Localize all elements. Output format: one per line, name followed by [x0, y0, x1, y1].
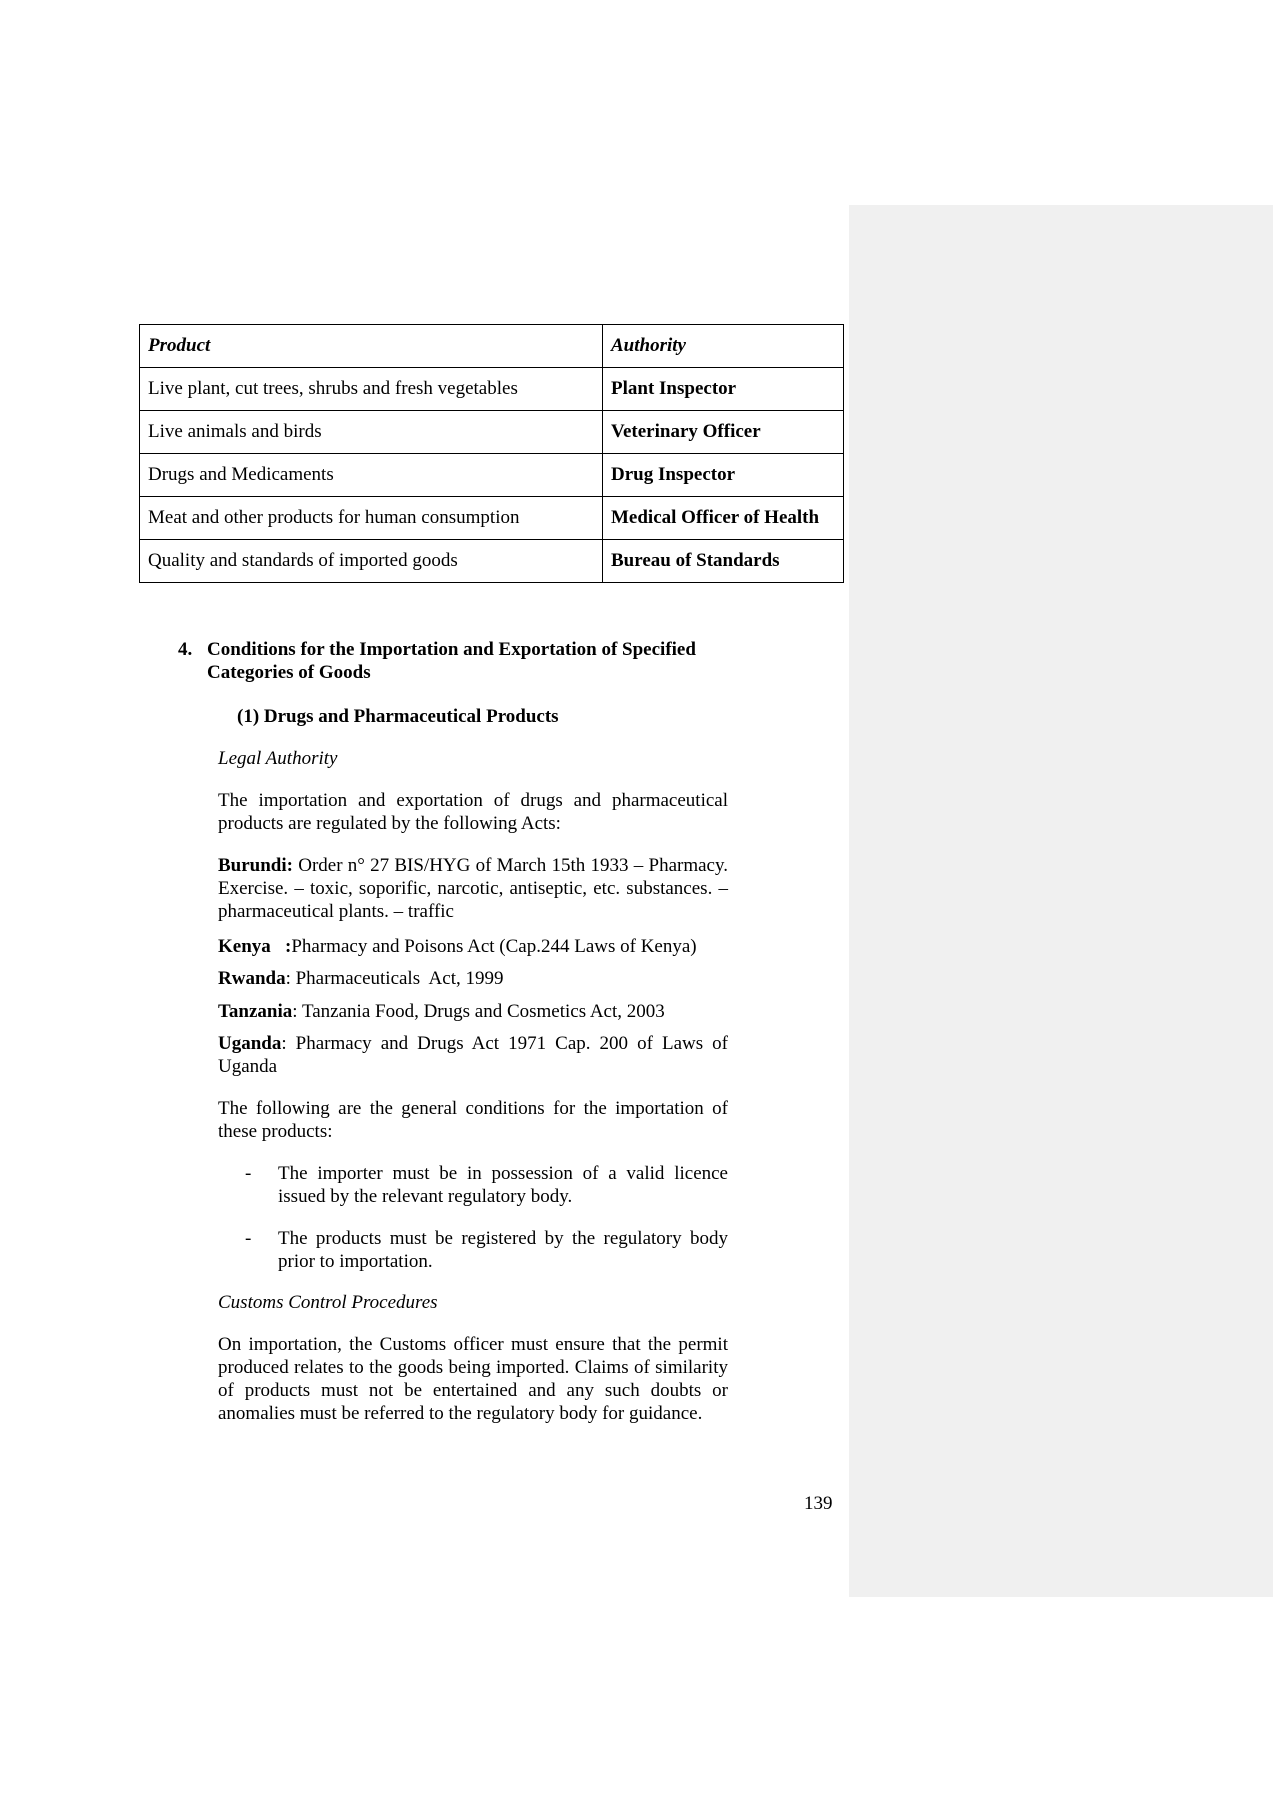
table-row	[140, 454, 844, 497]
legal-authority-heading: Legal Authority	[218, 748, 338, 769]
authority-cell: Veterinary Officer	[603, 411, 844, 454]
bullet-dash: -	[245, 1163, 252, 1184]
table-row	[140, 497, 844, 540]
header-product: Product	[140, 325, 603, 368]
section-number: 4.	[178, 639, 193, 660]
authority-cell: Medical Officer of Health	[603, 497, 844, 540]
country-label: Uganda	[218, 1033, 282, 1054]
intro-paragraph: The importation and exportation of drugs and pharmaceutical products are regulated by the following Acts:	[218, 790, 728, 834]
condition-text: The importer must be in possession of a valid licence issued by the relevant regulatory body.	[278, 1163, 728, 1207]
authority-cell: Plant Inspector	[603, 368, 844, 411]
act-text: Order n° 27 BIS/HYG of March 15th 1933 – Pharmacy. Exercise. – toxic, soporific, narcotic, antiseptic, etc. substances. – pharmaceutical plants. – traffic	[218, 855, 728, 922]
authority-cell: Bureau of Standards	[603, 540, 844, 583]
act-text: : Pharmaceuticals Act, 1999	[285, 968, 504, 989]
country-label: Tanzania	[218, 1001, 293, 1022]
product-cell: Meat and other products for human consumption	[140, 497, 603, 540]
act-text: : Tanzania Food, Drugs and Cosmetics Act, 2003	[292, 1001, 665, 1022]
customs-paragraph: On importation, the Customs officer must ensure that the permit produced relates to the goods being imported. Claims of similarity of products must not be entertained and any such doubts or anomalies must be referred to the regulatory body for guidance.	[218, 1334, 728, 1424]
product-cell: Live animals and birds	[140, 411, 603, 454]
customs-heading: Customs Control Procedures	[218, 1292, 438, 1313]
authority-cell: Drug Inspector	[603, 454, 844, 497]
act-kenya	[218, 935, 728, 958]
section-heading	[178, 638, 728, 684]
header-authority: Authority	[603, 325, 844, 368]
product-cell: Drugs and Medicaments	[140, 454, 603, 497]
act-text: : Pharmacy and Drugs Act 1971 Cap. 200 of Laws of Uganda	[218, 1033, 728, 1077]
table-row	[140, 540, 844, 583]
list-item	[245, 1162, 728, 1208]
act-tanzania	[218, 1000, 728, 1023]
act-rwanda	[218, 967, 728, 990]
country-label: Kenya :	[218, 936, 292, 957]
table-row	[140, 411, 844, 454]
product-cell: Live plant, cut trees, shrubs and fresh vegetables	[140, 368, 603, 411]
product-cell: Quality and standards of imported goods	[140, 540, 603, 583]
act-uganda	[218, 1032, 728, 1078]
table-row	[140, 368, 844, 411]
product-authority-table	[139, 324, 844, 583]
page-number: 139	[804, 1493, 833, 1514]
bullet-dash: -	[245, 1228, 252, 1249]
table-header-row	[140, 325, 844, 368]
act-burundi	[218, 854, 728, 923]
list-item	[245, 1227, 728, 1273]
comment-margin-pane	[849, 205, 1273, 1597]
country-label: Burundi:	[218, 855, 293, 876]
condition-text: The products must be registered by the regulatory body prior to importation.	[278, 1228, 728, 1272]
section-title: Conditions for the Importation and Exportation of Specified Categories of Goods	[207, 639, 696, 683]
subsection-heading: (1) Drugs and Pharmaceutical Products	[237, 706, 559, 727]
country-label: Rwanda	[218, 968, 286, 989]
general-conditions-intro: The following are the general conditions for the importation of these products:	[218, 1098, 728, 1142]
act-text: Pharmacy and Poisons Act (Cap.244 Laws of Kenya)	[291, 936, 697, 957]
